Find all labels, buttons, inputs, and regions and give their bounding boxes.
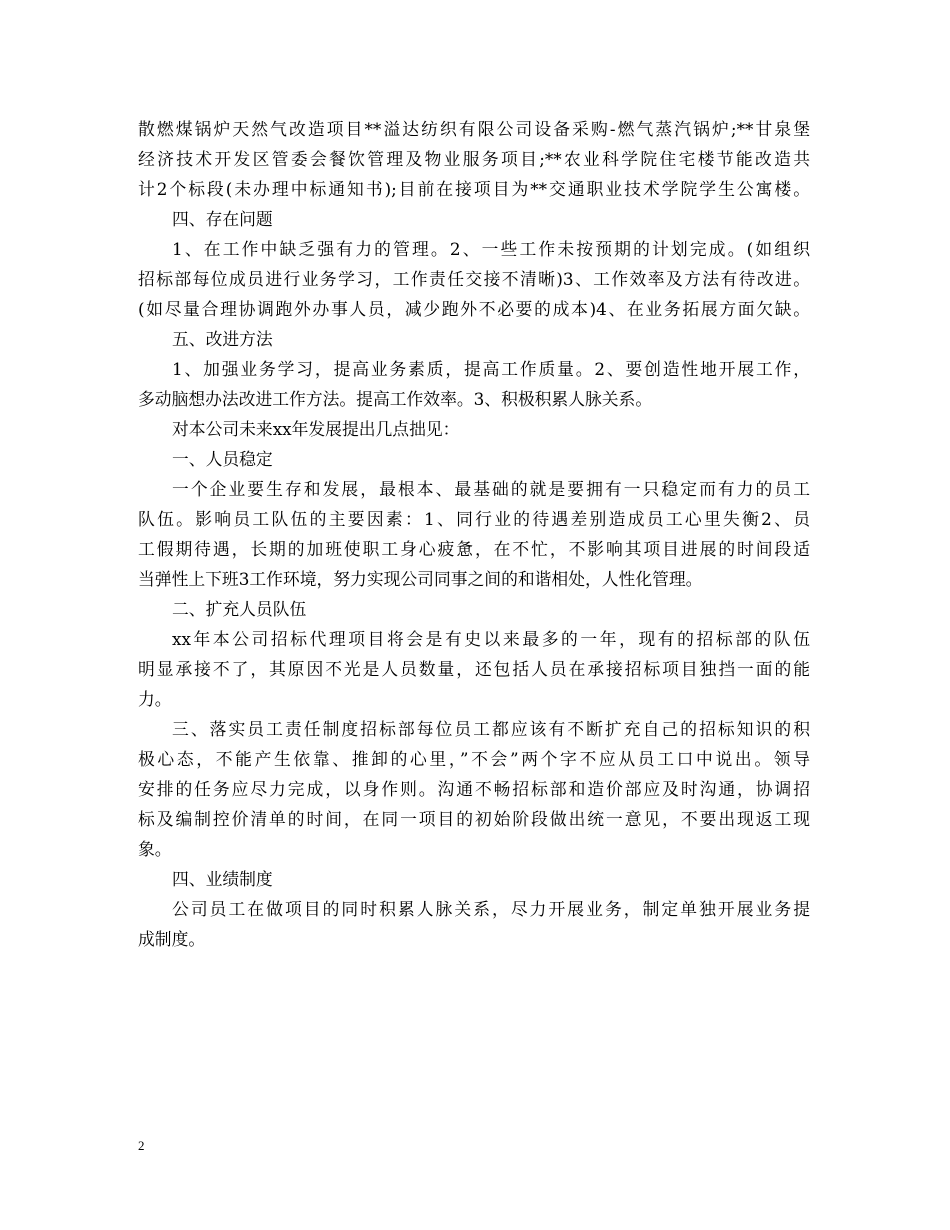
text-line: xx年本公司招标代理项目将会是有史以来最多的一年，现有的招标部的队伍 <box>172 629 810 649</box>
page-number: 2 <box>138 1138 145 1153</box>
text-line: 三、落实员工责任制度招标部每位员工都应该有不断扩充自己的招标知识的积 <box>172 719 810 739</box>
text-line: 计2个标段(未办理中标通知书);目前在接项目为**交通职业技术学院学生公寓楼。 <box>138 179 810 199</box>
text-line: 成制度。 <box>138 929 206 949</box>
section-heading: 四、存在问题 <box>172 209 273 229</box>
section-heading: 五、改进方法 <box>172 329 273 349</box>
text-line: 极心态，不能产生依靠、推卸的心里，”不会”两个字不应从员工口中说出。领导 <box>138 749 810 769</box>
section-heading: 四、业绩制度 <box>172 869 273 889</box>
text-line: 安排的任务应尽力完成，以身作则。沟通不畅招标部和造价部应及时沟通，协调招 <box>138 779 810 799</box>
text-line: 标及编制控价清单的时间，在同一项目的初始阶段做出统一意见，不要出现返工现 <box>138 809 810 829</box>
text-line: 明显承接不了，其原因不光是人员数量，还包括人员在承接招标项目独挡一面的能 <box>138 659 810 679</box>
text-line: 象。 <box>138 839 172 859</box>
section-heading: 二、扩充人员队伍 <box>172 599 307 619</box>
text-line: 工假期待遇，长期的加班使职工身心疲惫，在不忙，不影响其项目进展的时间段适 <box>138 539 810 559</box>
text-line: 1、在工作中缺乏强有力的管理。2、一些工作未按预期的计划完成。(如组织 <box>172 239 810 259</box>
text-line: 多动脑想办法改进工作方法。提高工作效率。3、积极积累人脉关系。 <box>138 389 653 409</box>
text-line: 招标部每位成员进行业务学习，工作责任交接不清晰)3、工作效率及方法有待改进。 <box>138 269 810 289</box>
text-line: 对本公司未来xx年发展提出几点拙见： <box>172 419 460 439</box>
document-body <box>138 114 810 954</box>
text-line: 当弹性上下班3工作环境，努力实现公司同事之间的和谐相处，人性化管理。 <box>138 569 703 589</box>
text-line: 公司员工在做项目的同时积累人脉关系，尽力开展业务，制定单独开展业务提 <box>172 899 810 919</box>
text-line: 力。 <box>138 689 172 709</box>
text-line: 经济技术开发区管委会餐饮管理及物业服务项目;**农业科学院住宅楼节能改造共 <box>138 149 810 169</box>
text-line: 一个企业要生存和发展，最根本、最基础的就是要拥有一只稳定而有力的员工 <box>172 479 810 499</box>
section-heading: 一、人员稳定 <box>172 449 273 469</box>
text-line: 1、加强业务学习，提高业务素质，提高工作质量。2、要创造性地开展工作， <box>172 359 810 379</box>
text-line: (如尽量合理协调跑外办事人员，减少跑外不必要的成本)4、在业务拓展方面欠缺。 <box>138 299 810 319</box>
text-line: 散燃煤锅炉天然气改造项目**溢达纺织有限公司设备采购-燃气蒸汽锅炉;**甘泉堡 <box>138 119 810 139</box>
text-line: 队伍。影响员工队伍的主要因素：1、同行业的待遇差别造成员工心里失衡2、员 <box>138 509 810 529</box>
